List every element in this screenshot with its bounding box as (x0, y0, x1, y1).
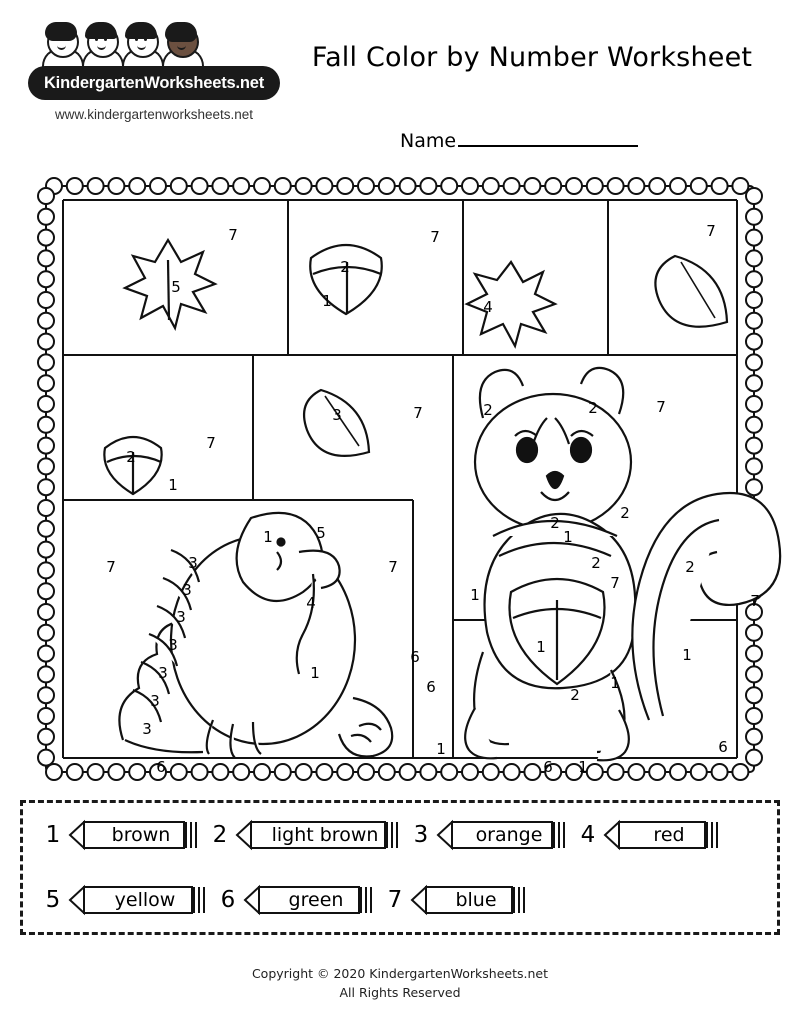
crayon-icon (235, 818, 399, 852)
crayon-icon (410, 883, 526, 917)
page-title: Fall Color by Number Worksheet (311, 42, 753, 73)
maple-leaf-shape (125, 240, 215, 328)
legend-number: 7 (387, 886, 403, 913)
region-number: 4 (306, 594, 316, 612)
brand-text: KindergartenWorksheets.net (43, 73, 265, 92)
region-number: 7 (656, 398, 666, 416)
crayon-color-label: red (653, 824, 685, 847)
legend-number: 2 (212, 822, 228, 849)
name-input-blank[interactable] (458, 128, 638, 147)
legend-item (45, 883, 206, 917)
legend-item (45, 818, 198, 852)
legend-number: 5 (45, 886, 61, 913)
legend-number: 4 (580, 822, 596, 849)
region-number: 1 (263, 528, 273, 546)
legend-item (580, 818, 719, 852)
region-number: 7 (413, 404, 423, 422)
region-number: 6 (410, 648, 420, 666)
region-number: 3 (176, 608, 186, 626)
region-number: 6 (426, 678, 436, 696)
region-number: 7 (388, 558, 398, 576)
region-number: 5 (171, 278, 181, 296)
region-number: 3 (332, 406, 342, 424)
legend-number: 3 (413, 822, 429, 849)
legend-item (212, 818, 399, 852)
region-number: 7 (750, 592, 760, 610)
color-key-legend (20, 800, 780, 935)
kid-figure-icon (120, 22, 164, 68)
region-number: 1 (436, 740, 446, 758)
crayon-icon (243, 883, 373, 917)
region-number: 2 (685, 558, 695, 576)
name-field (400, 128, 638, 152)
region-number: 2 (591, 554, 601, 572)
region-number: 3 (188, 554, 198, 572)
fall-scene-artwork (63, 200, 760, 776)
region-number: 7 (206, 434, 216, 452)
maple-leaf-shape (467, 262, 555, 346)
name-label: Name (400, 130, 457, 152)
page-footer (0, 965, 800, 1003)
region-number: 6 (156, 758, 166, 776)
region-number: 3 (168, 636, 178, 654)
region-number: 4 (483, 298, 493, 316)
kid-figure-icon (160, 22, 204, 68)
region-number: 5 (316, 524, 326, 542)
site-logo[interactable] (28, 22, 290, 122)
region-number: 1 (322, 292, 332, 310)
region-number: 1 (310, 664, 320, 682)
region-number: 2 (588, 399, 598, 417)
region-number: 3 (182, 581, 192, 599)
brand-bar (28, 66, 280, 100)
copyright-text: Copyright © 2020 KindergartenWorksheets.net (251, 966, 549, 981)
kid-figure-icon (40, 22, 84, 68)
region-number: 2 (340, 258, 350, 276)
rights-text: All Rights Reserved (339, 984, 461, 1000)
page-header (0, 0, 800, 165)
legend-item (413, 818, 566, 852)
site-url: www.kindergartenworksheets.net (54, 107, 254, 122)
region-number: 1 (682, 646, 692, 664)
legend-row (23, 868, 777, 933)
region-number: 7 (106, 558, 116, 576)
region-number: 2 (620, 504, 630, 522)
leaf-shape (655, 256, 727, 327)
turkey-shape (119, 513, 392, 758)
region-number: 6 (718, 738, 728, 756)
region-number: 2 (483, 401, 493, 419)
kid-figure-icon (80, 22, 124, 68)
region-number: 7 (610, 574, 620, 592)
region-number: 1 (470, 586, 480, 604)
legend-item (387, 883, 526, 917)
region-number: 1 (536, 638, 546, 656)
crayon-color-label: blue (455, 888, 497, 911)
crayon-icon (603, 818, 719, 852)
coloring-frame (30, 172, 770, 787)
region-number: 3 (150, 692, 160, 710)
region-number: 3 (158, 664, 168, 682)
region-number: 7 (430, 228, 440, 246)
crayon-color-label: orange (475, 824, 543, 847)
region-number: 1 (578, 758, 588, 776)
legend-number: 1 (45, 822, 61, 849)
crayon-icon (68, 883, 206, 917)
crayon-color-label: green (288, 888, 344, 911)
region-number: 1 (168, 476, 178, 494)
region-number: 6 (543, 758, 553, 776)
region-number: 3 (142, 720, 152, 738)
legend-row (23, 803, 777, 868)
region-number: 2 (550, 514, 560, 532)
legend-number: 6 (220, 886, 236, 913)
acorn-shape (310, 245, 382, 314)
coloring-picture[interactable] (63, 200, 760, 776)
region-number: 1 (610, 674, 620, 692)
region-number: 7 (706, 222, 716, 240)
crayon-color-label: light brown (271, 824, 379, 847)
crayon-color-label: brown (111, 824, 171, 847)
region-number: 2 (570, 686, 580, 704)
legend-item (220, 883, 373, 917)
region-number: 1 (563, 528, 573, 546)
region-number: 7 (228, 226, 238, 244)
crayon-icon (436, 818, 566, 852)
squirrel-shape (465, 368, 780, 760)
kids-illustration (40, 22, 270, 68)
region-number: 2 (126, 448, 136, 466)
crayon-icon (68, 818, 198, 852)
crayon-color-label: yellow (114, 888, 176, 911)
